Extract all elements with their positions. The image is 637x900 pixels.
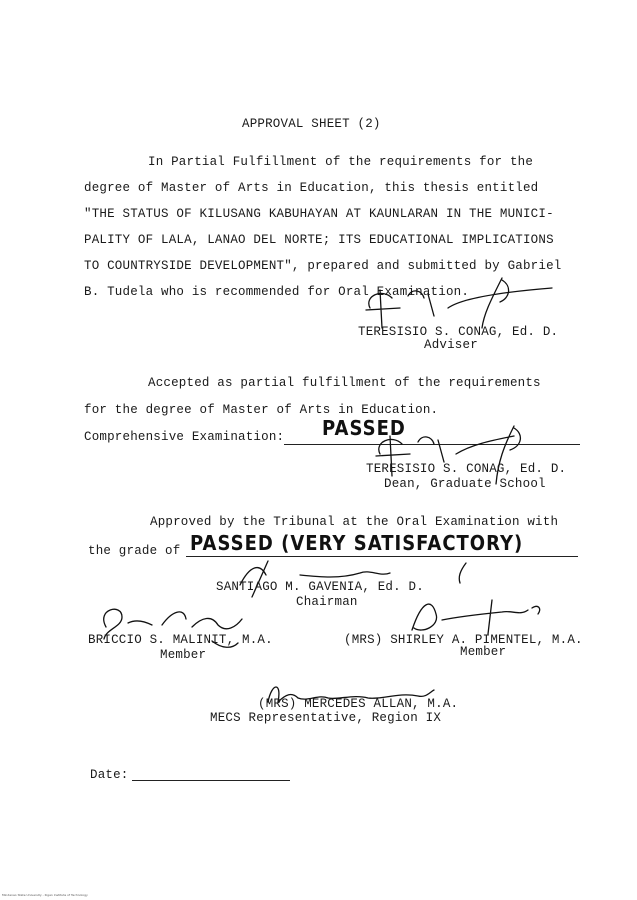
grade-label: the grade of — [88, 544, 181, 558]
chairman-title: Chairman — [296, 595, 358, 609]
comprehensive-label: Comprehensive Examination: — [84, 430, 285, 444]
grade-result-stamp: PASSED (VERY SATISFACTORY) — [190, 531, 524, 556]
para1-line2: degree of Master of Arts in Education, this thesis entitled — [84, 181, 539, 195]
para3-line1: Approved by the Tribunal at the Oral Examination with — [150, 515, 559, 529]
footer-text: Mindanao State University - Iligan Institute of Technology — [2, 893, 88, 897]
para1-line5: TO COUNTRYSIDE DEVELOPMENT", prepared and submitted by Gabriel — [84, 259, 562, 273]
para2-line2: for the degree of Master of Arts in Education. — [84, 403, 439, 417]
dean-name: TERESISIO S. CONAG, Ed. D. — [366, 462, 567, 476]
para1-line3: "THE STATUS OF KILUSANG KABUHAYAN AT KAUNLARAN IN THE MUNICI- — [84, 207, 554, 221]
mecs-name: (MRS) MERCEDES ALLAN, M.A. — [258, 697, 459, 711]
para1-line1: In Partial Fulfillment of the requirements for the — [148, 155, 534, 169]
chairman-name: SANTIAGO M. GAVENIA, Ed. D. — [216, 580, 424, 594]
date-label: Date: — [90, 768, 129, 782]
member1-name: BRICCIO S. MALINIT, M.A. — [88, 633, 273, 647]
comprehensive-result-stamp: PASSED — [322, 416, 406, 441]
para1-line6: B. Tudela who is recommended for Oral Examination. — [84, 285, 470, 299]
adviser-name: TERESISIO S. CONAG, Ed. D. — [358, 325, 559, 339]
para1-line4: PALITY OF LALA, LANAO DEL NORTE; ITS EDUCATIONAL IMPLICATIONS — [84, 233, 554, 247]
adviser-title: Adviser — [424, 338, 478, 352]
mecs-title: MECS Representative, Region IX — [210, 711, 442, 725]
member1-title: Member — [160, 648, 207, 662]
dean-title: Dean, Graduate School — [384, 477, 546, 491]
page-heading: APPROVAL SHEET (2) — [242, 117, 381, 131]
date-line — [132, 780, 290, 781]
member2-name: (MRS) SHIRLEY A. PIMENTEL, M.A. — [344, 633, 583, 647]
member2-title: Member — [460, 645, 507, 659]
para2-line1: Accepted as partial fulfillment of the requirements — [148, 376, 541, 390]
